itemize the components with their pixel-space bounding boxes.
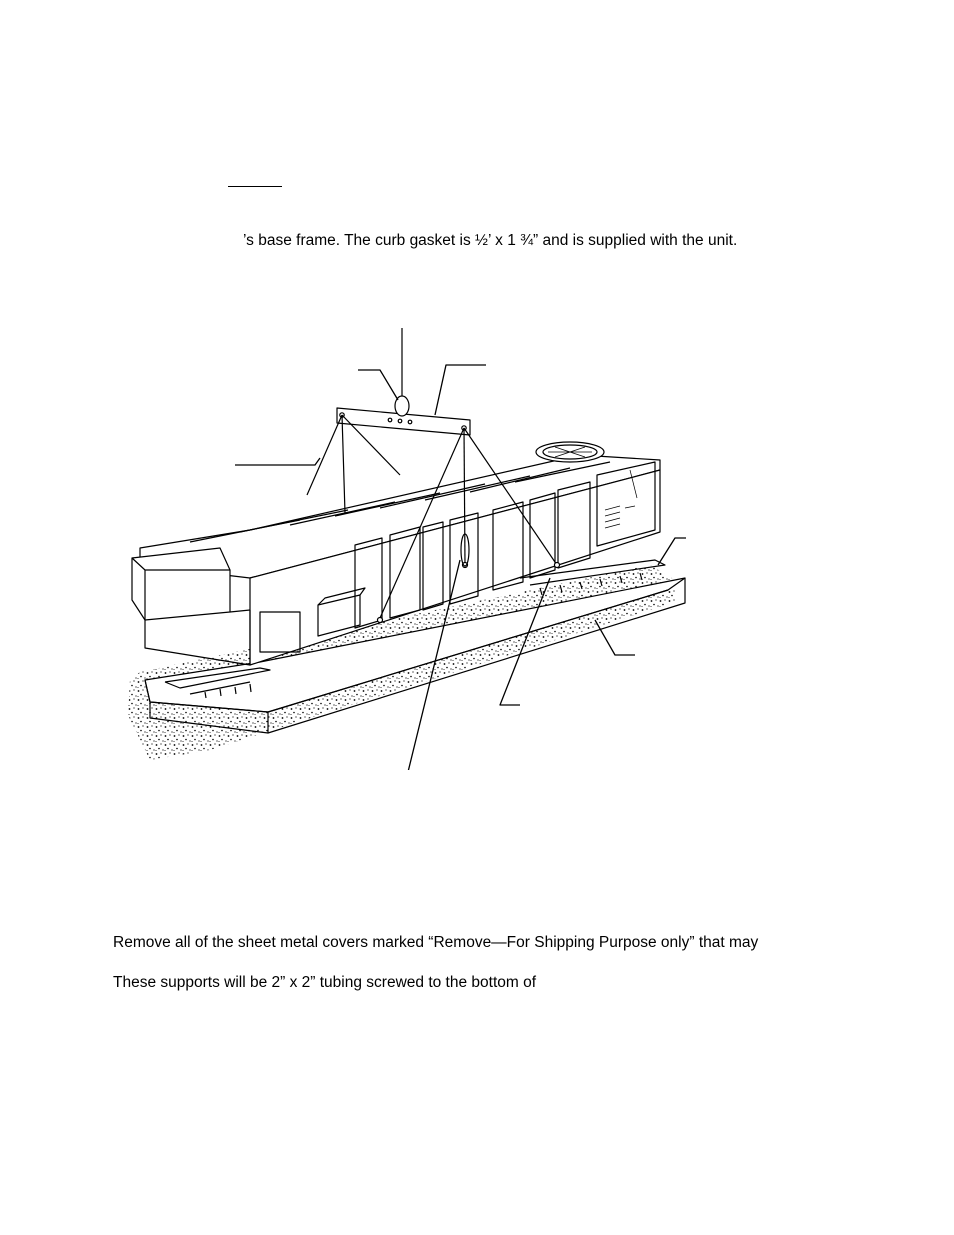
supports-text: These supports will be 2” x 2” tubing screwed to the bottom of <box>113 974 537 991</box>
short-underline-rule <box>228 186 282 187</box>
curb-gasket-text: ’s base frame. The curb gasket is ½’ x 1 ¾” and is supplied with the unit. <box>243 232 738 249</box>
lifting-shackle <box>395 328 409 416</box>
rooftop-unit-on-curb-diagram <box>110 320 700 770</box>
remove-covers-text: Remove all of the sheet metal covers marked “Remove—For Shipping Purpose only” that may <box>113 934 759 951</box>
